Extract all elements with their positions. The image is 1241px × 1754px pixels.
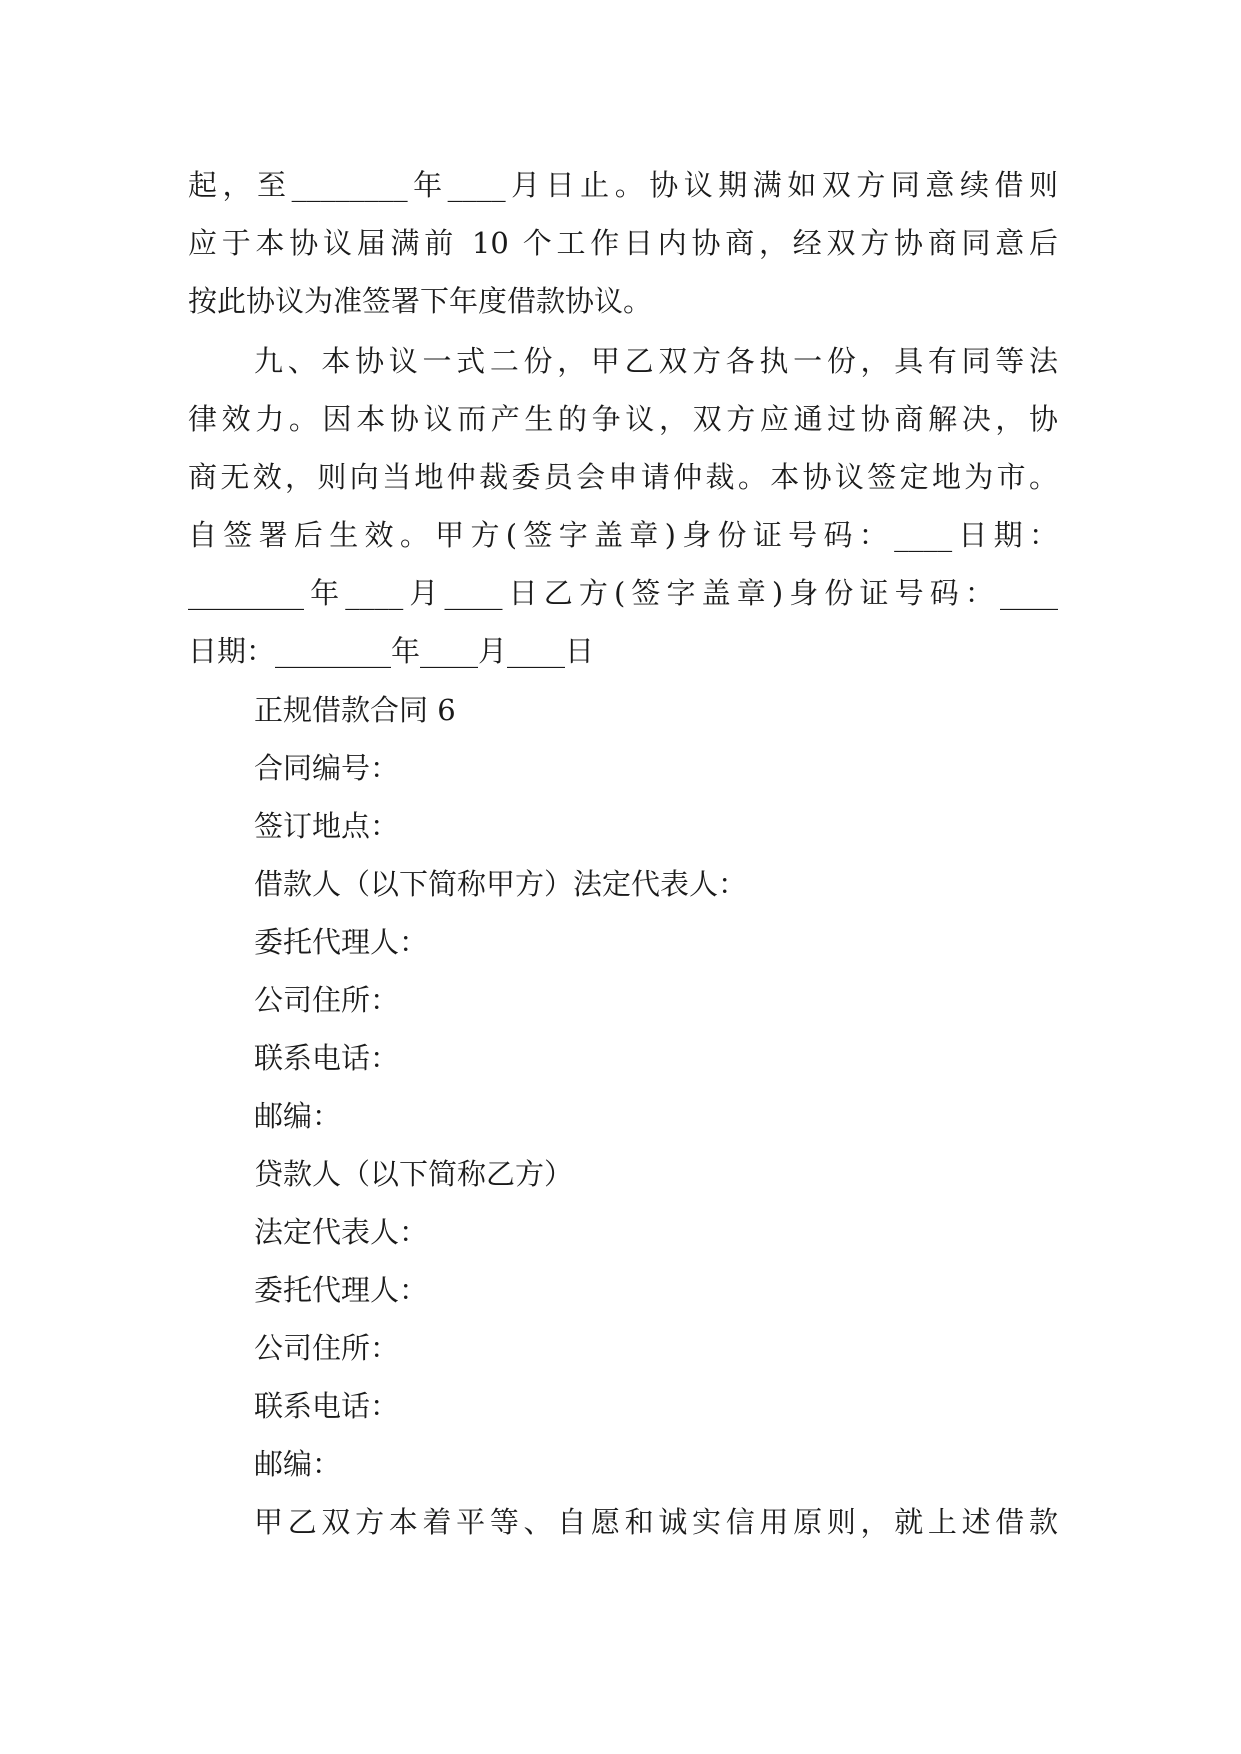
field-label: 合同编号： xyxy=(254,751,400,785)
paragraph-line: 起，至________年____月日止。协议期满如双方同意续借则 xyxy=(188,168,1058,202)
field-label: 联系电话： xyxy=(254,1041,400,1075)
paragraph-line: 律效力。因本协议而产生的争议，双方应通过协商解决，协 xyxy=(188,402,1058,436)
paragraph-line: 应于本协议届满前 10 个工作日内协商，经双方协商同意后 xyxy=(188,226,1058,260)
paragraph-line: 商无效，则向当地仲裁委员会申请仲裁。本协议签定地为市。 xyxy=(188,460,1058,494)
field-label: 公司住所： xyxy=(254,1331,400,1365)
field-label: 联系电话： xyxy=(254,1389,400,1423)
paragraph-line: 甲乙双方本着平等、自愿和诚实信用原则，就上述借款 xyxy=(254,1505,1058,1539)
field-label: 邮编： xyxy=(254,1099,342,1133)
section-heading: 正规借款合同 6 xyxy=(254,693,456,727)
paragraph-line: 按此协议为准签署下年度借款协议。 xyxy=(188,284,653,318)
paragraph-line: 自签署后生效。甲方(签字盖章)身份证号码：____日期： xyxy=(188,518,1058,552)
field-label: 贷款人（以下简称乙方） xyxy=(254,1157,574,1191)
field-label: 签订地点： xyxy=(254,809,400,843)
paragraph-line: 九、本协议一式二份，甲乙双方各执一份，具有同等法 xyxy=(254,344,1058,378)
paragraph-line: 日期：________年____月____日 xyxy=(188,634,595,668)
field-label: 委托代理人： xyxy=(254,925,429,959)
field-label: 借款人（以下简称甲方）法定代表人： xyxy=(254,867,748,901)
field-label: 委托代理人： xyxy=(254,1273,429,1307)
field-label: 邮编： xyxy=(254,1447,342,1481)
field-label: 公司住所： xyxy=(254,983,400,1017)
paragraph-line: ________年____月____日乙方(签字盖章)身份证号码：____ xyxy=(188,576,1058,610)
field-label: 法定代表人： xyxy=(254,1215,429,1249)
